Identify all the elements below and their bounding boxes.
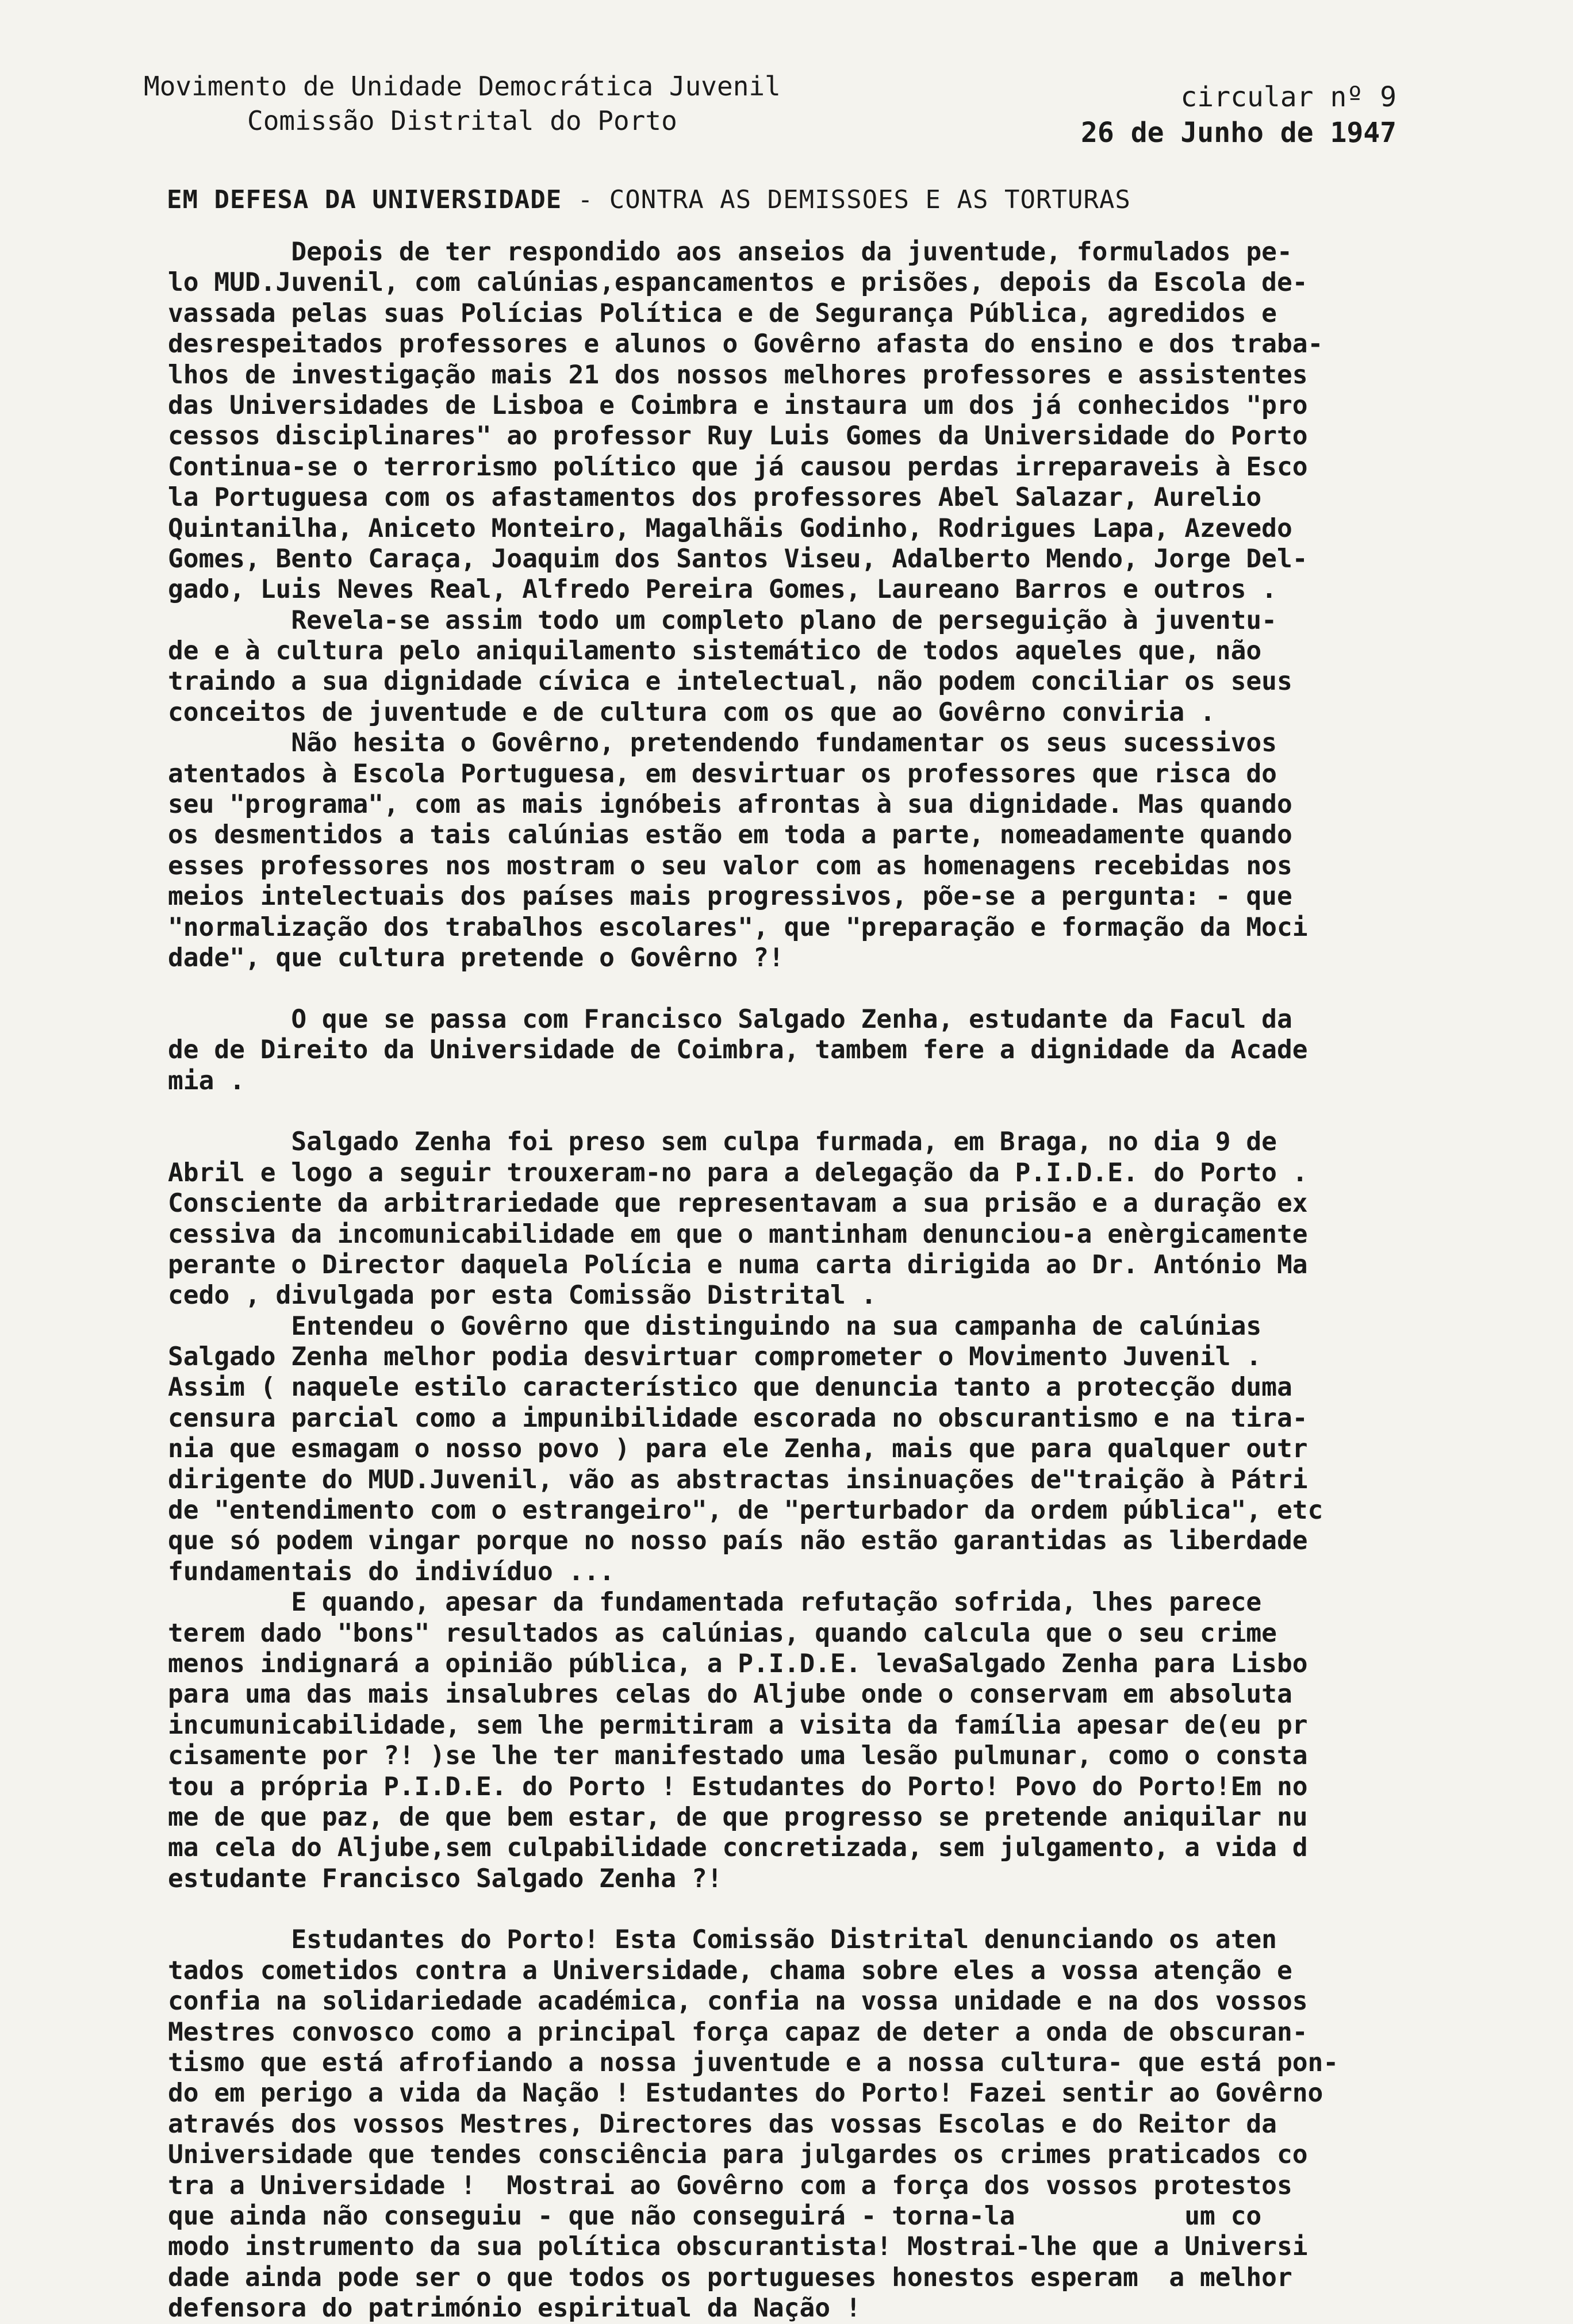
text-line: Continua-se o terrorismo político que já causou perdas irreparaveis à Esco: [168, 452, 1308, 482]
text-line: Salgado Zenha foi preso sem culpa furmada, em Braga, no dia 9 de: [168, 1127, 1277, 1157]
text-line: gado, Luis Neves Real, Alfredo Pereira Gomes, Laureano Barros e outros .: [168, 575, 1277, 605]
text-line: modo instrumento da sua política obscurantista! Mostrai-lhe que a Universi: [168, 2232, 1308, 2262]
text-line: Abril e logo a seguir trouxeram-no para a delegação da P.I.D.E. do Porto .: [168, 1158, 1308, 1188]
text-line: seu "programa", com as mais ignóbeis afrontas à sua dignidade. Mas quando: [168, 790, 1292, 820]
paragraph-spacer: [168, 973, 1433, 1004]
text-line: nia que esmagam o nosso povo ) para ele Zenha, mais que para qualquer outr: [168, 1434, 1308, 1464]
text-line: menos indignará a opinião pública, a P.I.D.E. levaSalgado Zenha para Lisbo: [168, 1649, 1308, 1678]
text-line: confia na solidariedade académica, confia na vossa unidade e na dos vossos: [168, 1987, 1308, 2016]
commission-name: Comissão Distrital do Porto: [247, 105, 677, 136]
text-line: Não hesita o Govêrno, pretendendo fundamentar os seus sucessivos: [168, 728, 1277, 758]
organization-header: [144, 69, 781, 138]
paragraph: [168, 237, 1433, 973]
text-line: dade ainda pode ser o que todos os portugueses honestos esperam a melhor: [168, 2262, 1292, 2292]
text-line: traindo a sua dignidade cívica e intelectual, não podem conciliar os seus: [168, 667, 1292, 697]
paragraph: [168, 1127, 1433, 1894]
text-line: tados cometidos contra a Universidade, chama sobre eles a vossa atenção e: [168, 1956, 1292, 1985]
text-line: das Universidades de Lisboa e Coimbra e instaura um dos já conhecidos "pro: [168, 390, 1308, 420]
text-line: Revela-se assim todo um completo plano de perseguição à juventu-: [168, 605, 1277, 635]
text-line: meios intelectuais dos países mais progressivos, põe-se a pergunta: - que: [168, 882, 1292, 912]
text-line: ma cela do Aljube,sem culpabilidade concretizada, sem julgamento, a vida d: [168, 1833, 1308, 1863]
circular-date: 26 de Junho de 1947: [1081, 117, 1397, 149]
text-line: terem dado "bons" resultados as calúnias, quando calcula que o seu crime: [168, 1618, 1277, 1648]
text-line: E quando, apesar da fundamentada refutação sofrida, lhes parece: [168, 1588, 1262, 1618]
text-line: Gomes, Bento Caraça, Joaquim dos Santos Viseu, Adalberto Mendo, Jorge Del-: [168, 544, 1308, 574]
text-line: para uma das mais insalubres celas do Aljube onde o conservam em absoluta: [168, 1680, 1292, 1710]
text-line: lhos de investigação mais 21 dos nossos melhores professores e assistentes: [168, 360, 1308, 390]
text-line: tou a própria P.I.D.E. do Porto ! Estudantes do Porto! Povo do Porto!Em no: [168, 1772, 1308, 1801]
text-line: Estudantes do Porto! Esta Comissão Distrital denunciando os aten: [168, 1925, 1277, 1955]
text-line: fundamentais do indivíduo ...: [168, 1557, 615, 1587]
text-line: dade", que cultura pretende o Govêrno ?!: [168, 943, 784, 973]
text-line: do em perigo a vida da Nação ! Estudantes do Porto! Fazei sentir ao Govêrno: [168, 2079, 1323, 2108]
text-line: Consciente da arbitrariedade que representavam a sua prisão e a duração ex: [168, 1189, 1308, 1219]
text-line: tra a Universidade ! Mostrai ao Govêrno com a força dos vossos protestos: [168, 2171, 1292, 2200]
text-line: "normalização dos trabalhos escolares", que "preparação e formação da Moci: [168, 912, 1308, 942]
text-line: que ainda não conseguiu - que não conseguirá - torna-la um co: [168, 2202, 1262, 2231]
text-line: cessiva da incomunicabilidade em que o mantinham denunciou-a enèrgicamente: [168, 1219, 1308, 1249]
text-line: lo MUD.Juvenil, com calúnias,espancamentos e prisões, depois da Escola de-: [168, 268, 1308, 298]
text-line: O que se passa com Francisco Salgado Zenha, estudante da Facul da: [168, 1004, 1292, 1034]
text-line: através dos vossos Mestres, Directores das vossas Escolas e do Reitor da: [168, 2109, 1277, 2139]
text-line: desrespeitados professores e alunos o Govêrno afasta do ensino e dos traba-: [168, 329, 1323, 359]
text-line: conceitos de juventude e de cultura com os que ao Govêrno conviria .: [168, 697, 1215, 727]
text-line: Salgado Zenha melhor podia desvirtuar comprometer o Movimento Juvenil .: [168, 1342, 1262, 1372]
text-line: estudante Francisco Salgado Zenha ?!: [168, 1864, 723, 1893]
text-line: esses professores nos mostram o seu valor com as homenagens recebidas nos: [168, 851, 1292, 881]
document-body: [168, 237, 1433, 2324]
text-line: me de que paz, de que bem estar, de que progresso se pretende aniquilar nu: [168, 1802, 1308, 1832]
text-line: cisamente por ?! )se lhe ter manifestado uma lesão pulmunar, como o consta: [168, 1741, 1308, 1771]
text-line: Assim ( naquele estilo característico que denuncia tanto a protecção duma: [168, 1373, 1292, 1403]
text-line: Universidade que tendes consciência para julgardes os crimes praticados co: [168, 2140, 1308, 2170]
text-line: perante o Director daquela Polícia e numa carta dirigida ao Dr. António Ma: [168, 1250, 1308, 1280]
text-line: de e à cultura pelo aniquilamento sistemático de todos aqueles que, não: [168, 636, 1262, 666]
text-line: censura parcial como a impunibilidade escorada no obscurantismo e na tira-: [168, 1403, 1308, 1433]
text-line: la Portuguesa com os afastamentos dos professores Abel Salazar, Aurelio: [168, 483, 1262, 513]
text-line: cedo , divulgada por esta Comissão Distrital .: [168, 1281, 877, 1311]
text-line: defensora do património espiritual da Nação !: [168, 2294, 861, 2323]
text-line: Quintanilha, Aniceto Monteiro, Magalhãis Godinho, Rodrigues Lapa, Azevedo: [168, 513, 1292, 543]
text-line: de de Direito da Universidade de Coimbra, tambem fere a dignidade da Acade: [168, 1035, 1308, 1065]
circular-number: circular nº 9: [1180, 81, 1397, 113]
paragraph-spacer: [168, 1894, 1433, 1924]
text-line: tismo que está afrofiando a nossa juventude e a nossa cultura- que está pon-: [168, 2048, 1339, 2078]
text-line: dirigente do MUD.Juvenil, vão as abstractas insinuações de"traição à Pátri: [168, 1465, 1308, 1495]
text-line: cessos disciplinares" ao professor Ruy Luis Gomes da Universidade do Porto: [168, 421, 1308, 451]
text-line: vassada pelas suas Polícias Política e de Segurança Pública, agredidos e: [168, 298, 1277, 328]
text-line: atentados à Escola Portuguesa, em desvirtuar os professores que risca do: [168, 759, 1277, 789]
paragraph: [168, 1924, 1433, 2323]
organization-name: Movimento de Unidade Democrática Juvenil: [144, 71, 781, 102]
title-part-2: - CONTRA AS DEMISSOES E AS TORTURAS: [562, 185, 1131, 214]
title-part-1: EM DEFESA DA UNIVERSIDADE: [167, 185, 562, 214]
paragraph-spacer: [168, 1096, 1433, 1127]
text-line: incumunicabilidade, sem lhe permitiram a visita da família apesar de(eu pr: [168, 1710, 1308, 1740]
circular-header: [1081, 79, 1396, 151]
text-line: Depois de ter respondido aos anseios da juventude, formulados pe-: [168, 237, 1292, 267]
text-line: Mestres convosco como a principal força capaz de deter a onda de obscuran-: [168, 2017, 1308, 2047]
document-title: [167, 185, 1131, 214]
paragraph: [168, 1004, 1433, 1096]
text-line: mia .: [168, 1066, 245, 1096]
text-line: Entendeu o Govêrno que distinguindo na sua campanha de calúnias: [168, 1311, 1262, 1341]
text-line: que só podem vingar porque no nosso país não estão garantidas as liberdade: [168, 1526, 1308, 1556]
text-line: de "entendimento com o estrangeiro", de "perturbador da ordem pública", etc: [168, 1496, 1323, 1526]
text-line: os desmentidos a tais calúnias estão em toda a parte, nomeadamente quando: [168, 820, 1292, 850]
